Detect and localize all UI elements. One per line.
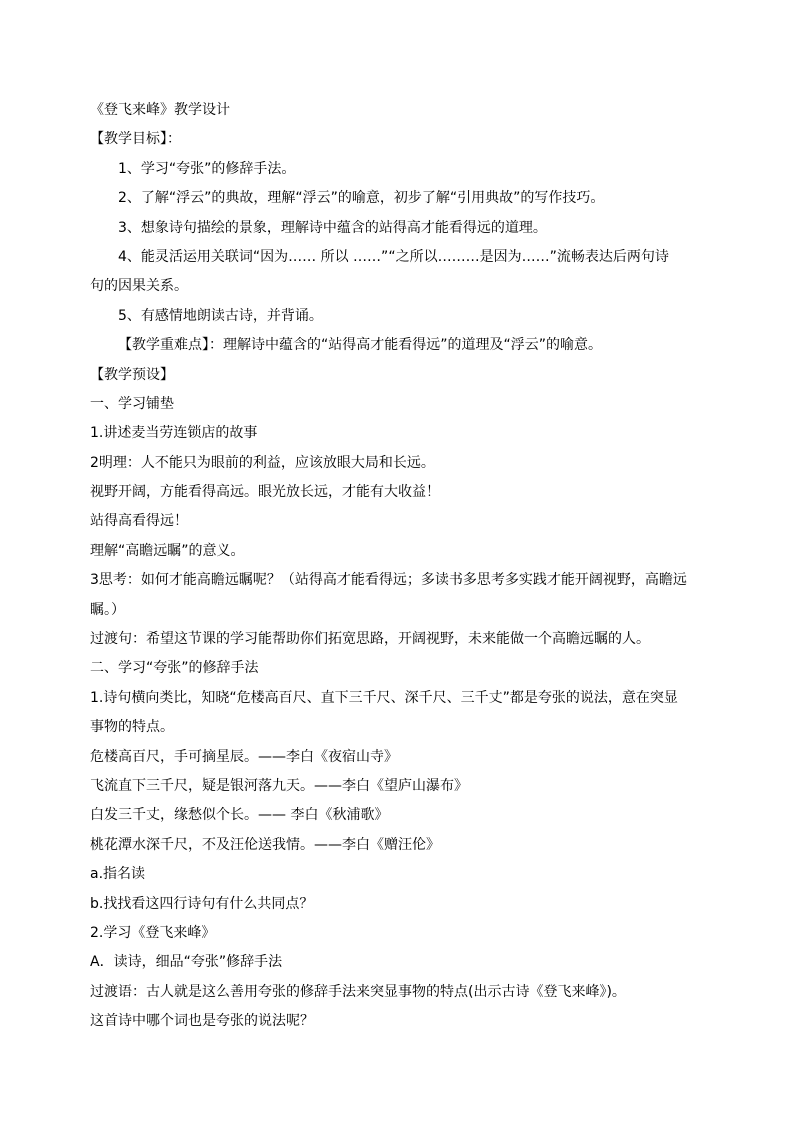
objective-item: 2、了解“浮云”的典故，理解“浮云”的喻意，初步了解“引用典故”的写作技巧。 (118, 190, 605, 207)
poem-line: 桃花潭水深千尺，不及汪伦送我情。——李白《赠汪伦》 (90, 836, 440, 853)
paragraph: A．读诗，细品“夸张”修辞手法 (90, 954, 283, 971)
paragraph: 这首诗中哪个词也是夸张的说法呢？ (90, 1013, 314, 1030)
objective-item: 4、能灵活运用关联词“因为…… 所以 ……”“之所以………是因为……”流畅表达后两句诗 (118, 248, 669, 265)
paragraph: 2.学习《登飞来峰》 (90, 924, 216, 941)
paragraph: 1.讲述麦当劳连锁店的故事 (90, 425, 258, 442)
paragraph: 视野开阔，方能看得高远。眼光放长远，才能有大收益！ (90, 484, 440, 501)
objective-item: 5、有感情地朗读古诗，并背诵。 (118, 307, 323, 324)
paragraph: 1.诗句横向类比，知晓“危楼高百尺、直下三千尺、深千尺、三千丈”都是夸张的说法，意在突显 (90, 689, 678, 706)
poem-line: 危楼高百尺，手可摘星辰。——李白《夜宿山寺》 (90, 748, 398, 765)
poem-line: 白发三千丈，缘愁似个长。—— 李白《秋浦歌》 (90, 807, 389, 824)
poem-line: 飞流直下三千尺，疑是银河落九天。——李白《望庐山瀑布》 (90, 777, 468, 794)
doc-title: 《登飞来峰》教学设计 (90, 102, 230, 118)
subsection-heading: 一、学习铺垫 (90, 395, 174, 412)
subsection-heading: 二、学习“夸张”的修辞手法 (90, 660, 259, 677)
section-heading-presets: 【教学预设】 (90, 366, 174, 383)
objective-item-continued: 句的因果关系。 (90, 278, 188, 295)
paragraph: 3思考：如何才能高瞻远瞩呢？（站得高才能看得远；多读书多思考多实践才能开阔视野，高瞻远 (90, 572, 687, 589)
paragraph-continued: 事物的特点。 (90, 719, 174, 736)
paragraph-continued: 瞩。） (90, 601, 125, 618)
paragraph: 理解“高瞻远瞩”的意义。 (90, 542, 245, 559)
paragraph: b.找找看这四行诗句有什么共同点？ (90, 895, 314, 912)
paragraph: 站得高看得远！ (90, 513, 188, 530)
objective-item: 3、想象诗句描绘的景象，理解诗中蕴含的站得高才能看得远的道理。 (118, 219, 547, 236)
key-difficulty: 【教学重难点】：理解诗中蕴含的“站得高才能看得远”的道理及“浮云”的喻意。 (118, 337, 603, 354)
paragraph: 过渡句：希望这节课的学习能帮助你们拓宽思路，开阔视野，未来能做一个高瞻远瞩的人。 (90, 631, 650, 648)
paragraph: 过渡语：古人就是这么善用夸张的修辞手法来突显事物的特点(出示古诗《登飞来峰》)。 (90, 983, 626, 1000)
section-heading-objectives: 【教学目标】： (90, 131, 181, 148)
objective-item: 1、学习“夸张”的修辞手法。 (118, 160, 296, 177)
paragraph: 2明理：人不能只为眼前的利益，应该放眼大局和长远。 (90, 454, 435, 471)
paragraph: a.指名读 (90, 866, 146, 883)
document-body (90, 100, 710, 1041)
